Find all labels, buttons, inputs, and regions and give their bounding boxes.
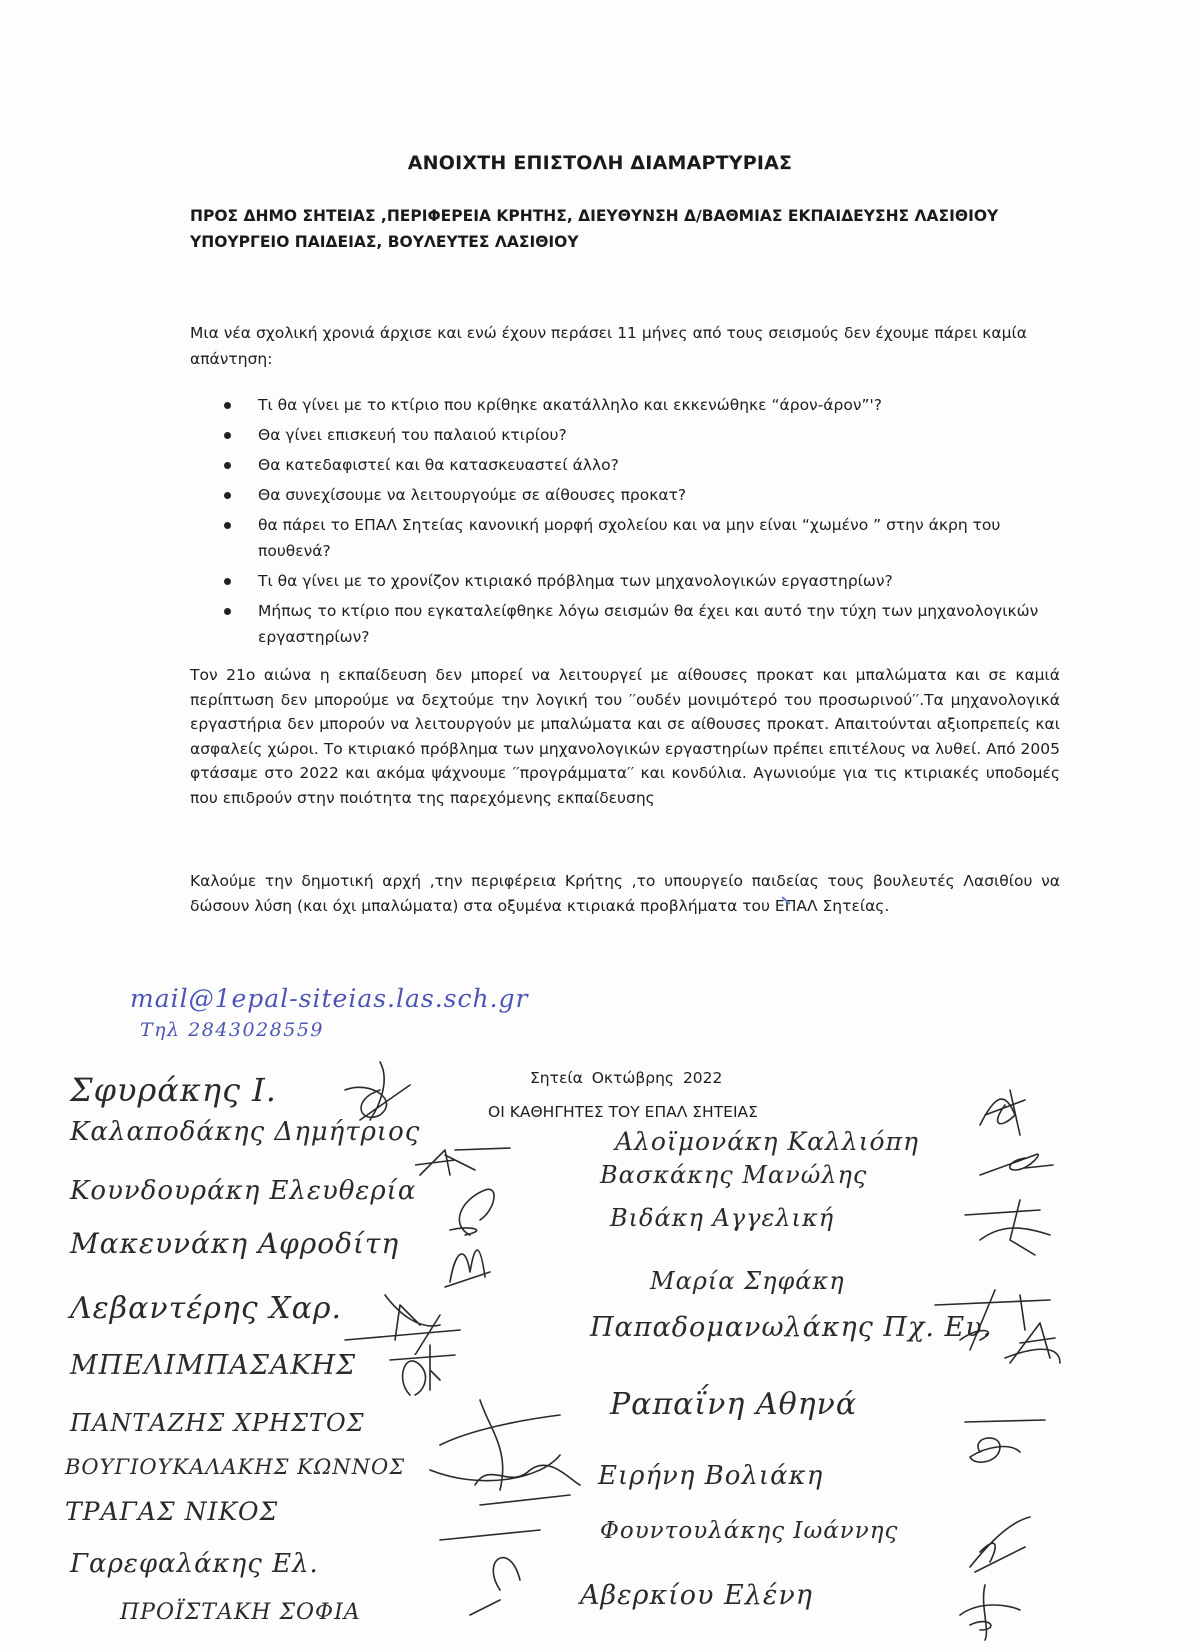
question-text: Θα γίνει επισκευή του παλαιού κτιρίου?: [258, 426, 567, 444]
question-text: Τι θα γίνει με το χρονίζον κτιριακό πρόβλημα των μηχανολογικών εργαστηρίων?: [258, 572, 893, 590]
bullet-icon: [224, 522, 231, 529]
recipients-block: [190, 203, 1070, 255]
signatory-name: Γαρεφαλάκης Ελ.: [70, 1549, 319, 1579]
recipients-line: ΥΠΟΥΡΓΕΙΟ ΠΑΙΔΕΙΑΣ, ΒΟΥΛΕΥΤΕΣ ΛΑΣΙΘΙΟΥ: [190, 233, 579, 251]
signature-scribble: [975, 1140, 1055, 1180]
signature-scribble: [960, 1195, 1060, 1265]
signatory-name: Σφυράκης Ι.: [70, 1071, 277, 1109]
signatory-name: Μακευνάκη Αφροδίτη: [70, 1227, 400, 1260]
question-item: [220, 482, 1040, 508]
signature-scribble: [960, 1512, 1040, 1582]
signatory-name: Βασκάκης Μανώλης: [600, 1161, 868, 1189]
signatory-name: ΠΑΝΤΑΖΗΣ ΧΡΗΣΤΟΣ: [70, 1409, 365, 1437]
question-text: θα πάρει το ΕΠΑΛ Σητείας κανονική μορφή σχολείου και να μην είναι “χωμένο ” στην άκρη του πουθενά?: [258, 516, 1001, 560]
question-text: Τι θα γίνει με το κτίριο που κρίθηκε ακατάλληλο και εκκενώθηκε “άρον-άρον”'?: [258, 396, 883, 414]
signatory-name: ΜΠΕΛΙΜΠΑΣΑΚΗΣ: [70, 1350, 357, 1381]
signatory-name: Ραπαΐνη Αθηνά: [610, 1387, 858, 1422]
bullet-icon: [224, 492, 231, 499]
signatory-name: Καλαποδάκης Δημήτριος: [70, 1117, 421, 1147]
question-text: Μήπως το κτίριο που εγκαταλείφθηκε λόγω σεισμών θα έχει και αυτό την τύχη των μηχανολογικών εργαστηρίων?: [258, 602, 1039, 646]
signature-scribble: [1000, 1318, 1070, 1368]
signatory-name: ΤΡΑΓΑΣ ΝΙΚΟΣ: [65, 1497, 279, 1526]
signatory-name: Αβερκίου Ελένη: [580, 1580, 813, 1611]
signatory-name: Φουντουλάκης Ιωάννης: [600, 1518, 899, 1544]
question-text: Θα συνεχίσουμε να λειτουργούμε σε αίθουσες προκατ?: [258, 486, 687, 504]
body-paragraph-1: Τον 21ο αιώνα η εκπαίδευση δεν μπορεί να λειτουργεί με αίθουσες προκατ και μπαλώματα και σε καμιά περίπτωση δεν μπορούμε να δεχτούμε την λογική του ′′ουδέν μονιμότερό του προσωρινού′′.Τα μηχανολογικά εργαστήρια δεν μπορούν να λειτουργούν με μπαλώματα και σε αίθουσες προκατ. Απαιτούνται αξιοπρεπείς και ασφαλείς χώροι. Το κτιριακό πρόβλημα των μηχανολογικών εργαστηρίων πρέπει επιτέλους να λυθεί. Από 2005 φτάσαμε στο 2022 και ακόμα ψάχνουμε ′′προγράμματα′′ και κονδύλια. Αγωνιούμε για τις κτιριακές υποδομές που επιδρούν στην ποιότητα της παρεχόμενης εκπαίδευσης: [190, 666, 1060, 807]
signatory-name: ΠΡΟΪΣΤΑΚΗ ΣΟΦΙΑ: [120, 1600, 361, 1625]
bullet-icon: [224, 402, 231, 409]
signature-scribble: [440, 1180, 520, 1240]
body-paragraph-2: Καλούμε την δημοτική αρχή ,την περιφέρεια Κρήτης ,το υπουργείο παιδείας τους βουλευτές Λασιθίου να δώσουν λύση (και όχι μπαλώματα) στα οξυμένα κτιριακά προβλήματα του ΕΠΑΛ Σητείας.: [190, 872, 1060, 915]
signed-by-line: ΟΙ ΚΑΘΗΓΗΤΕΣ ΤΟΥ ΕΠΑΛ ΣΗΤΕΙΑΣ: [488, 1103, 758, 1121]
question-item: [220, 422, 1040, 448]
signatory-name: Παπαδομανωλάκης Πχ. Ευ.: [590, 1312, 993, 1343]
signature-scribble: [340, 1060, 420, 1130]
question-item: [220, 512, 1040, 564]
signature-scribble: [415, 1145, 515, 1185]
question-text: Θα κατεδαφιστεί και θα κατασκευαστεί άλλο?: [258, 456, 619, 474]
signatory-name: Μαρία Σηφάκη: [650, 1267, 845, 1295]
intro-paragraph: Μια νέα σχολική χρονιά άρχισε και ενώ έχουν περάσει 11 μήνες από τους σεισμούς δεν έχουμε πάρει καμία απάντηση:: [190, 324, 1027, 368]
signatory-name: Ειρήνη Βολιάκη: [598, 1461, 824, 1491]
questions-list: [220, 392, 1040, 654]
signature-scribble: [470, 1450, 590, 1510]
signature-scribble: [440, 1232, 500, 1292]
bullet-icon: [224, 578, 231, 585]
signatory-name: Βιδάκη Αγγελική: [610, 1204, 835, 1232]
question-item: [220, 598, 1040, 650]
letter-title: ΑΝΟΙΧΤΗ ΕΠΙΣΤΟΛΗ ΔΙΑΜΑΡΤΥΡΙΑΣ: [407, 152, 793, 174]
signatory-name: Λεβαντέρης Χαρ.: [70, 1291, 343, 1326]
signatory-name: ΒΟΥΓΙΟΥΚΑΛΑΚΗΣ ΚΩΝΝΟΣ: [65, 1455, 406, 1479]
signature-scribble: [960, 1085, 1040, 1145]
place-and-date: Σητεία Οκτώβρης 2022: [530, 1069, 723, 1087]
question-item: [220, 568, 1040, 594]
bullet-icon: [224, 462, 231, 469]
bullet-icon: [224, 432, 231, 439]
signature-scribble: [960, 1402, 1060, 1472]
contact-email[interactable]: mail@1epal-siteias.las.sch.gr: [130, 984, 529, 1013]
question-item: [220, 452, 1040, 478]
contact-phone: Τηλ 2843028559: [140, 1019, 325, 1041]
bullet-icon: [224, 608, 231, 615]
recipients-line: ΠΡΟΣ ΔΗΜΟ ΣΗΤΕΙΑΣ ,ΠΕΡΙΦΕΡΕΙΑ ΚΡΗΤΗΣ, ΔΙΕΥΘΥΝΣΗ Δ/ΒΑΘΜΙΑΣ ΕΚΠΑΙΔΕΥΣΗΣ ΛΑΣΙΘΙΟΥ: [190, 207, 999, 225]
signatory-name: Αλοϊμονάκη Καλλιόπη: [615, 1127, 919, 1156]
blue-pen-mark-icon: [780, 895, 794, 907]
question-item: [220, 392, 1040, 418]
signatory-name: Κουνδουράκη Ελευθερία: [70, 1176, 417, 1206]
signature-scribble: [950, 1575, 1030, 1645]
